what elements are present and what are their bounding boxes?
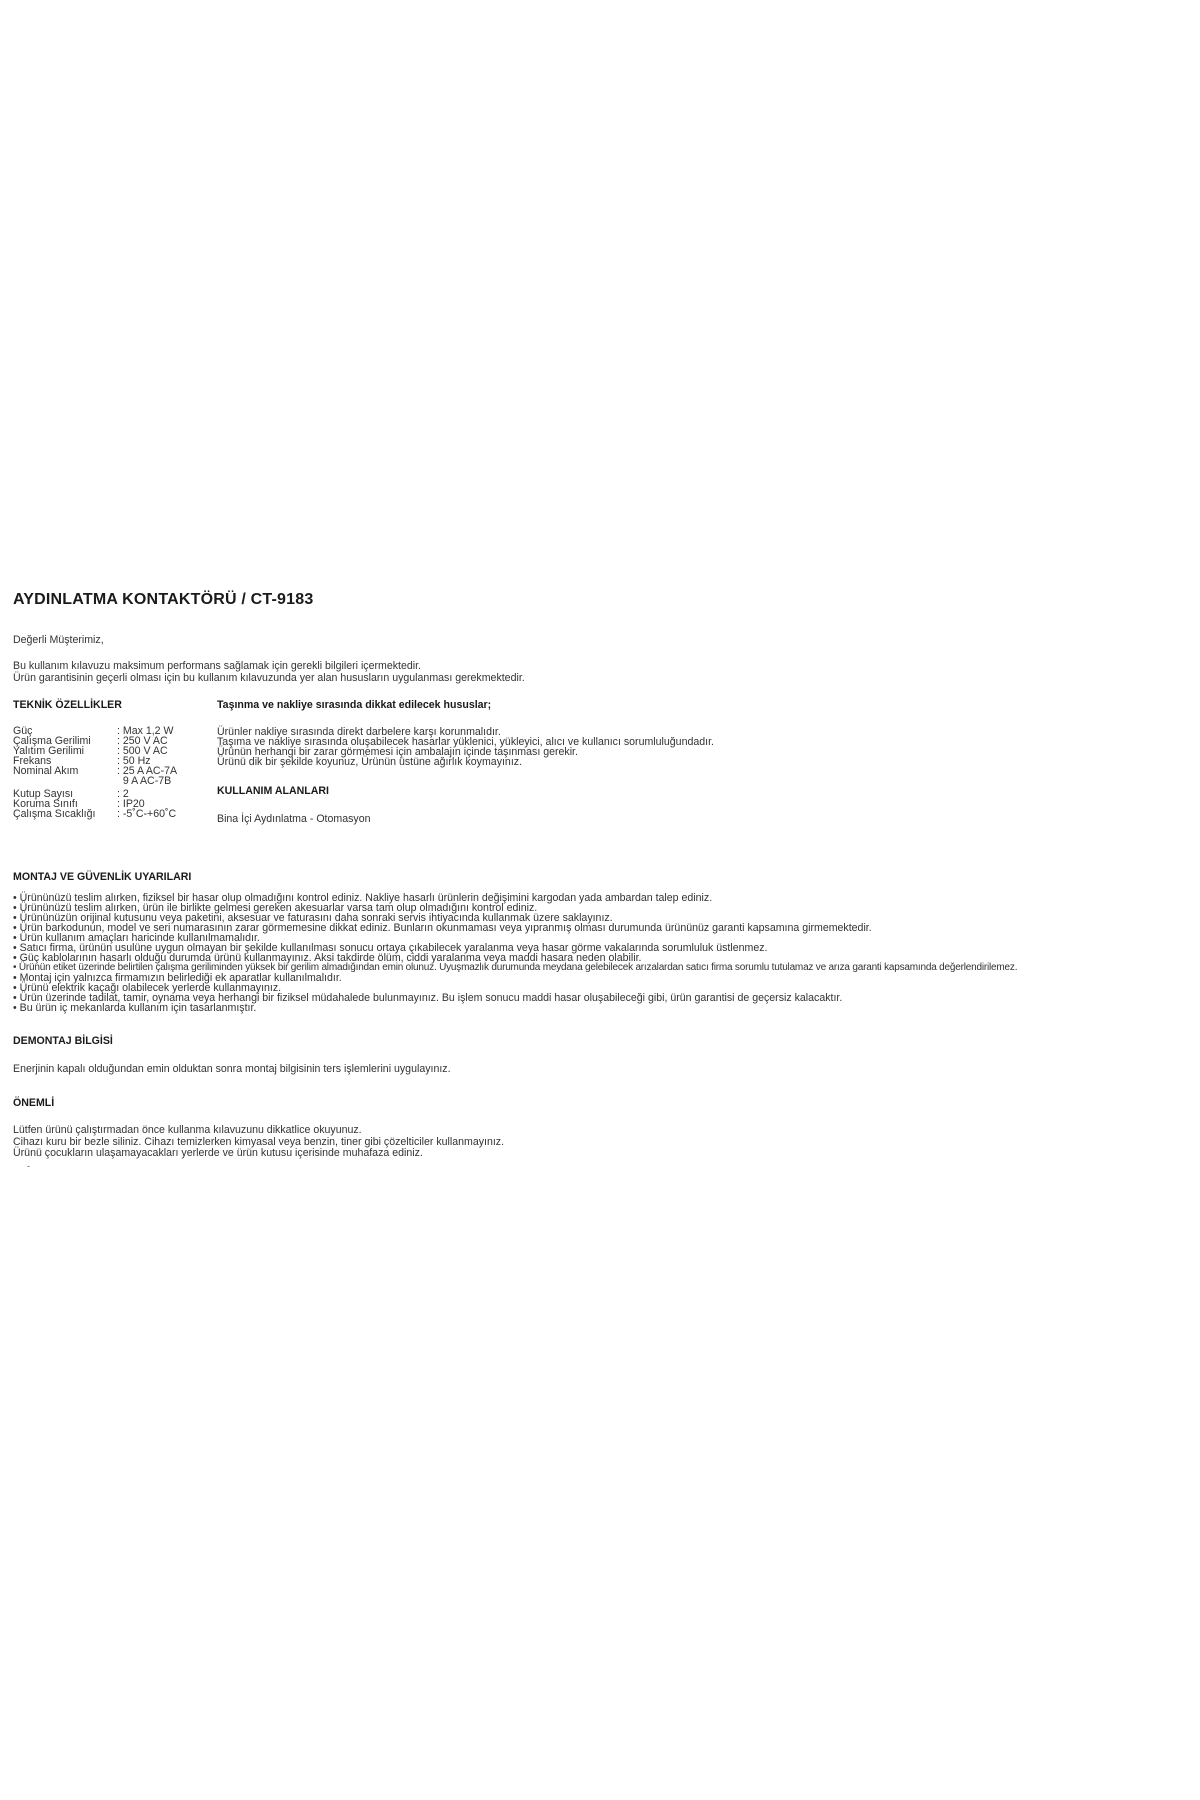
usage-text: Bina İçi Aydınlatma - Otomasyon [217,812,371,825]
intro-paragraph [13,660,1183,685]
list-item: Lütfen ürünü çalıştırmadan önce kullanma kılavuzunu dikkatlice okuyunuz. [13,1124,362,1137]
spec-key: Çalışma Gerilimi [13,734,91,747]
list-item: • Ürünü elektrik kaçağı olabilecek yerlerde kullanmayınız. [13,981,282,994]
demontaj-title: DEMONTAJ BİLGİSİ [13,1034,113,1047]
end-mark: - [27,1161,30,1172]
onemli-title: ÖNEMLİ [13,1097,55,1110]
spec-value: : 500 V AC [117,744,168,757]
list-item: • Ürün üzerinde tadilat, tamir, oynama veya herhangi bir fiziksel müdahalede bulunmayınız. Bu işlem sonucu maddi hasar oluşabileceği gibi, ürün garantisi de geçersiz kalacaktır. [13,991,843,1004]
page-title: AYDINLATMA KONTAKTÖRÜ / CT-9183 [13,591,314,608]
transport-and-usage [217,699,1117,826]
list-item: • Ürününüzü teslim alırken, ürün ile birlikte gelmesi gereken akesuarlar varsa tam olup olmadığını kontrol ediniz. [13,901,538,914]
list-item: Taşıma ve nakliye sırasında oluşabilecek hasarlar yüklenici, yükleyici, alıcı ve kullanıcı sorumluluğundadır. [217,735,714,748]
spec-value: : Max 1,2 W [117,724,174,737]
transport-title: Taşınma ve nakliye sırasında dikkat edilecek hususlar; [217,698,492,711]
spec-value: : -5˚C-+60˚C [117,807,177,820]
technical-specs [13,699,213,819]
greeting-text: Değerli Müşterimiz, [13,634,104,646]
spec-key: Frekans [13,754,52,767]
spec-key: Güç [13,724,33,737]
transport-list [217,727,1117,767]
warnings-title: MONTAJ VE GÜVENLİK UYARILARI [13,870,192,883]
spec-value: : 250 V AC [117,734,168,747]
list-item: • Bu ürün iç mekanlarda kullanım için tasarlanmıştır. [13,1001,257,1014]
intro-line: Ürün garantisinin geçerli olması için bu kullanım kılavuzunda yer alan hususların uygulanması gerekmektedir. [13,672,525,685]
list-item: • Ürün barkodunun, model ve seri numarasının zarar görmemesine dikkat ediniz. Bunların okunmaması veya yıpranmış olması durumunda ürününüz garanti kapsamına girmemektedir. [13,921,872,934]
list-item: • Ürününüzün orijinal kutusunu veya paketini, aksesuar ve faturasını daha sonraki servis ihtiyacında kullanmak üzere saklayınız. [13,911,613,924]
list-item: Ürünler nakliye sırasında direkt darbelere karşı korunmalıdır. [217,725,501,738]
usage-title: KULLANIM ALANLARI [217,784,329,797]
list-item: • Ürünün etiket üzerinde belirtilen çalışma geriliminden yüksek bir gerilim almadığından emin olunuz. Uyuşmazlık durumunda meydana gelebilecek arızalardan satıcı firma sorumlu tutulamaz ve arıza garanti kapsamında değerlendirilemez. [13,961,1018,973]
spec-key [13,776,117,786]
list-item: • Güç kablolarının hasarlı olduğu durumda ürünü kullanmayınız. Aksi takdirde ölüm, ciddi yaralanma veya maddi hasara neden olabilir. [13,951,642,964]
spec-key: Koruma Sınıfı [13,797,78,810]
spec-value: : 2 [117,787,129,800]
spec-row [13,776,177,786]
spec-key: Çalışma Sıcaklığı [13,807,96,820]
manual-document [13,590,1183,1170]
list-item: • Montaj için yalnızca firmamızın belirlediği ek aparatlar kullanılmalıdır. [13,971,342,984]
spec-row [13,809,177,819]
onemli-list [13,1125,1183,1159]
spec-value: : 25 A AC-7A [117,764,178,777]
list-item: Cihazı kuru bir bezle siliniz. Cihazı temizlerken kimyasal veya benzin, tiner gibi çözelticiler kullanmayınız. [13,1135,505,1148]
spec-value: 9 A AC-7B [117,774,172,787]
demontaj-text: Enerjinin kapalı olduğundan emin olduktan sonra montaj bilgisinin ters işlemlerini uygulayınız. [13,1062,451,1075]
specs-title: TEKNİK ÖZELLİKLER [13,698,122,711]
spec-key: Kutup Sayısı [13,787,74,800]
specs-table [13,726,177,819]
list-item: Ürünü dik bir şekilde koyunuz, Ürünün üstüne ağırlık koymayınız. [217,755,523,768]
spec-row [13,786,177,799]
list-item: • Satıcı firma, ürünün usulüne uygun olmayan bir şekilde kullanılması sonucu ortaya çıkabilecek yaralanma veya hasar görme vakalarında sorumluluk üstlenmez. [13,941,768,954]
warnings-list [13,893,1183,1013]
intro-line: Bu kullanım kılavuzu maksimum performans sağlamak için gerekli bilgileri içermektedir. [13,659,422,672]
list-item: Ürünün herhangi bir zarar görmemesi için ambalajın içinde taşınması gerekir. [217,745,578,758]
spec-value: : IP20 [117,797,145,810]
spec-key: Yalıtım Gerilimi [13,744,85,757]
list-item: Ürünü çocukların ulaşamayacakları yerlerde ve ürün kutusu içerisinde muhafaza ediniz. [13,1146,423,1159]
list-item: • Ürün kullanım amaçları haricinde kullanılmamalıdır. [13,931,260,944]
spec-value: : 50 Hz [117,754,151,767]
two-column-section [13,699,1183,861]
list-item: • Ürününüzü teslim alırken, fiziksel bir hasar olup olmadığını kontrol ediniz. Nakliye hasarlı ürünlerin değişimini kargodan yada ambardan talep ediniz. [13,891,713,904]
spec-key: Nominal Akım [13,764,79,777]
